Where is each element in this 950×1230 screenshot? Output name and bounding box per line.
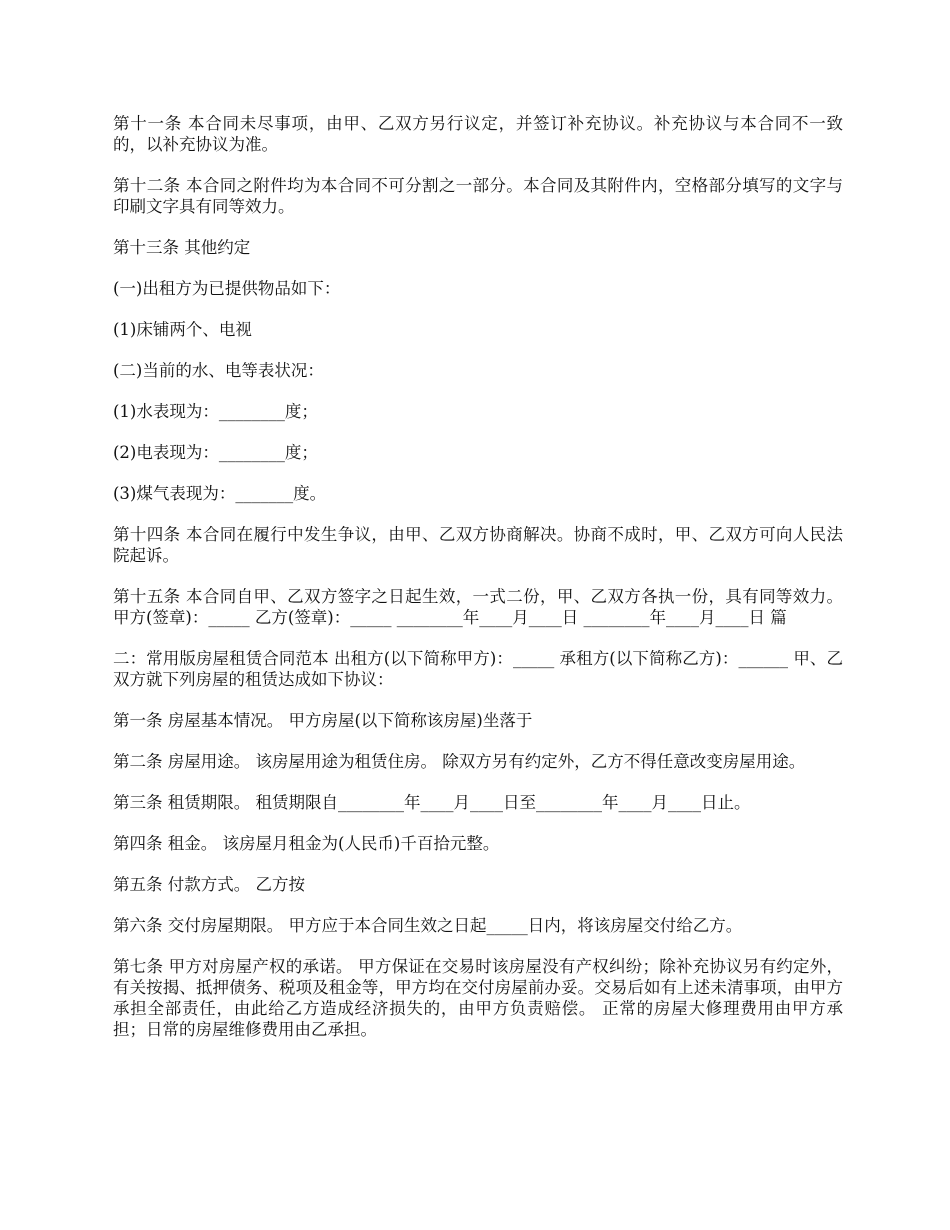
clause-1-property: 第一条 房屋基本情况。 甲方房屋(以下简称该房屋)坐落于	[113, 711, 533, 730]
meter-status-heading: (二)当前的水、电等表状况：	[113, 361, 324, 380]
article-11: 第十一条 本合同未尽事项，由甲、乙双方另行议定，并签订补充协议。补充协议与本合同不一致的，以补充协议为准。	[113, 114, 843, 154]
document-page	[113, 113, 843, 1060]
article-13-heading: 第十三条 其他约定	[113, 238, 251, 257]
water-meter-line: (1)水表现为：________度；	[113, 402, 318, 421]
clause-4-rent: 第四条 租金。 该房屋月租金为(人民币)千百拾元整。	[113, 834, 500, 853]
clause-3-term: 第三条 租赁期限。 租赁期限自________年____月____日至________年____月____日止。	[113, 793, 751, 812]
gas-meter-line: (3)煤气表现为：_______度。	[113, 484, 327, 503]
section-two-intro: 二：常用版房屋租赁合同范本 出租方(以下简称甲方)：_____ 承租方(以下简称乙方)：______ 甲、乙双方就下列房屋的租赁达成如下协议：	[113, 649, 843, 689]
clause-2-usage: 第二条 房屋用途。 该房屋用途为租赁住房。 除双方另有约定外，乙方不得任意改变房屋用途。	[113, 752, 806, 771]
clause-7-title-warranty: 第七条 甲方对房屋产权的承诺。 甲方保证在交易时该房屋没有产权纠纷；除补充协议另有约定外，有关按揭、抵押债务、税项及租金等，甲方均在交付房屋前办妥。交易后如有上述未清事项，由甲方承担全部责任，由此给乙方造成经济损失的，由甲方负责赔偿。 正常的房屋大修理费用由甲方承担；日常的房屋维修费用由乙承担。	[113, 957, 843, 1039]
clause-6-delivery: 第六条 交付房屋期限。 甲方应于本合同生效之日起_____日内，将该房屋交付给乙方。	[113, 916, 743, 935]
electric-meter-line: (2)电表现为：________度；	[113, 443, 318, 462]
article-12: 第十二条 本合同之附件均为本合同不可分割之一部分。本合同及其附件内，空格部分填写的文字与印刷文字具有同等效力。	[113, 176, 843, 216]
article-15-signatures: 第十五条 本合同自甲、乙双方签字之日起生效，一式二份，甲、乙双方各执一份，具有同等效力。 甲方(签章)：_____ 乙方(签章)：_____ ________年____月____日 ________年____月____日 篇	[113, 587, 843, 627]
provided-items-heading: (一)出租方为已提供物品如下：	[113, 279, 341, 298]
provided-items-list: (1)床铺两个、电视	[113, 320, 252, 339]
clause-5-payment: 第五条 付款方式。 乙方按	[113, 875, 305, 894]
article-14: 第十四条 本合同在履行中发生争议，由甲、乙双方协商解决。协商不成时，甲、乙双方可向人民法院起诉。	[113, 525, 843, 565]
